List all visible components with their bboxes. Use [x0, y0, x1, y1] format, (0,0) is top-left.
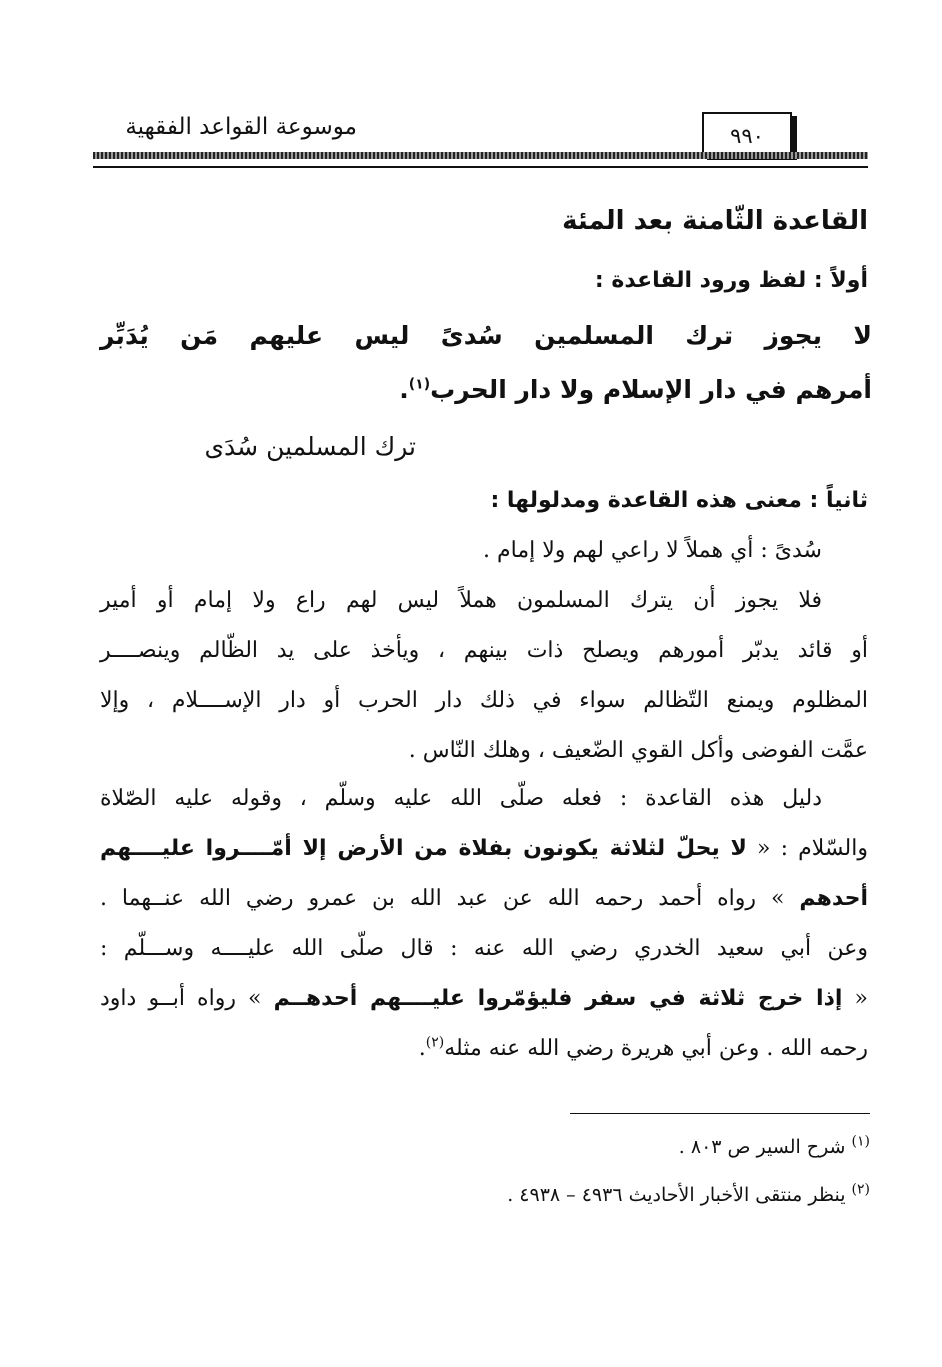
- footnote-ref-1: (١): [408, 376, 431, 393]
- hadith-2-text: إذا خرج ثلاثة في سفر فليؤمّروا عليــــهم أحدهــم: [273, 986, 843, 1011]
- footnote-1-marker: (١): [851, 1133, 870, 1150]
- hadith-2-source: » رواه أبــو داود: [100, 986, 274, 1011]
- paragraph-2-line-1: فلا يجوز أن يترك المسلمون هملاً ليس لهم راع ولا إمام أو أمير: [100, 588, 822, 613]
- paragraph-1: سُدىً : أي هملاً لا راعي لهم ولا إمام .: [483, 538, 822, 563]
- paragraph-3-line-6: [419, 1036, 868, 1061]
- footnote-1-text: شرح السير ص ٨٠٣ .: [678, 1136, 846, 1158]
- quote-open-2: «: [842, 986, 868, 1011]
- rule-text-line-2-body: أمرهم في دار الإسلام ولا دار الحرب: [430, 375, 872, 404]
- paragraph-2-line-4: عمَّت الفوضى وأكل القوي الضّعيف ، وهلك النّاس .: [408, 738, 868, 763]
- rule-text-line-2-end: .: [399, 375, 409, 404]
- header-thin-rule: [93, 166, 868, 168]
- footnote-2-marker: (٢): [851, 1181, 870, 1198]
- footnote-separator: [570, 1113, 870, 1114]
- page-number-box: [702, 112, 792, 156]
- section-2-heading: ثانياً : معنى هذه القاعدة ومدلولها :: [490, 488, 868, 513]
- alt-wording: ترك المسلمين سُدَى: [204, 432, 416, 461]
- paragraph-3-line-5: [100, 986, 868, 1011]
- paragraph-2-line-3: المظلوم ويمنع التّظالم سواء في ذلك دار الحرب أو دار الإســــلام ، وإلا: [100, 688, 868, 713]
- paragraph-3-line-6-end: .: [418, 1036, 426, 1061]
- header-hatched-rule: [93, 152, 868, 159]
- hadith-1-text: لا يحلّ لثلاثة يكونون بفلاة من الأرض إلا أمّــــروا عليــــهم: [100, 836, 747, 861]
- paragraph-3-line-6-body: رحمه الله . وعن أبي هريرة رضي الله عنه مثله: [444, 1036, 868, 1061]
- rule-text-line-2: [399, 375, 872, 404]
- paragraph-3-line-2: [100, 836, 868, 861]
- rule-text-line-1: لا يجوز ترك المسلمين سُدىً ليس عليهم مَن يُدَبِّر: [100, 321, 872, 350]
- paragraph-3-line-3: [100, 886, 868, 911]
- footnote-1: [678, 1133, 870, 1158]
- rule-heading: القاعدة الثّامنة بعد المئة: [562, 206, 868, 236]
- footnote-2: [507, 1181, 870, 1206]
- book-title: موسوعة القواعد الفقهية: [125, 114, 357, 140]
- paragraph-2-line-2: أو قائد يدبّر أمورهم ويصلح ذات بينهم ، ويأخذ على يد الظّالم وينصــــر: [100, 638, 868, 663]
- paragraph-3-line-4: وعن أبي سعيد الخدري رضي الله عنه : قال صلّى الله عليــــه وســـلّم :: [100, 936, 868, 961]
- footnote-2-text: ينظر منتقى الأخبار الأحاديث ٤٩٣٦ – ٤٩٣٨ .: [507, 1184, 846, 1206]
- paragraph-3-line-1: دليل هذه القاعدة : فعله صلّى الله عليه وسلّم ، وقوله عليه الصّلاة: [100, 786, 822, 811]
- page-number: ٩٩٠: [730, 124, 764, 148]
- footnote-ref-2: (٢): [425, 1034, 445, 1051]
- section-1-heading: أولاً : لفظ ورود القاعدة :: [594, 268, 868, 293]
- hadith-1-source: » رواه أحمد رحمه الله عن عبد الله بن عمرو رضي الله عنــهما .: [100, 886, 800, 911]
- hadith-1-end: أحدهم: [799, 886, 868, 911]
- quote-open-1: والسّلام : «: [746, 836, 868, 861]
